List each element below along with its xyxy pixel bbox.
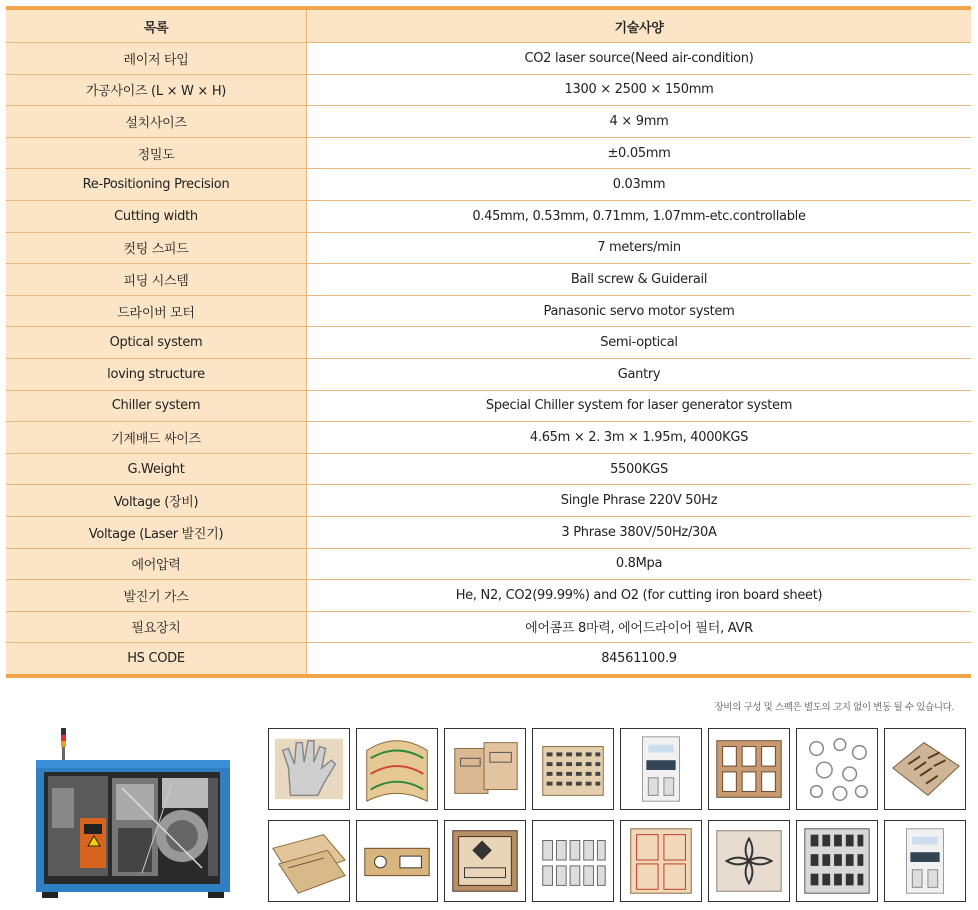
spec-label: loving structure bbox=[6, 358, 307, 390]
spec-label: 가공사이즈 (L × W × H) bbox=[6, 74, 307, 106]
spec-value: 1300 × 2500 × 150mm bbox=[307, 74, 972, 106]
table-row bbox=[6, 453, 971, 485]
multi-cavity-board bbox=[620, 820, 702, 902]
spec-label: 발진기 가스 bbox=[6, 580, 307, 612]
dense-grid-board bbox=[796, 820, 878, 902]
curved-die-board bbox=[356, 728, 438, 810]
machine-photo bbox=[22, 728, 240, 898]
spec-notice: 장비의 구성 및 스펙은 별도의 고지 없이 변동 될 수 있습니다. bbox=[714, 702, 954, 713]
spec-value: Panasonic servo motor system bbox=[307, 295, 972, 327]
table-row bbox=[6, 232, 971, 264]
spec-value: ±0.05mm bbox=[307, 137, 972, 169]
slotted-tray-board bbox=[884, 728, 966, 810]
header-spec: 기술사양 bbox=[307, 8, 972, 43]
table-row bbox=[6, 264, 971, 296]
spec-label: 드라이버 모터 bbox=[6, 295, 307, 327]
spec-value: 5500KGS bbox=[307, 453, 972, 485]
spec-label: 레이저 타입 bbox=[6, 43, 307, 75]
table-row bbox=[6, 516, 971, 548]
spec-label: Voltage (Laser 발진기) bbox=[6, 516, 307, 548]
table-row bbox=[6, 390, 971, 422]
spec-label: 설치사이즈 bbox=[6, 106, 307, 138]
spec-value: 0.45mm, 0.53mm, 0.71mm, 1.07mm-etc.controllable bbox=[307, 200, 972, 232]
table-row bbox=[6, 643, 971, 676]
hand-shape-die-board bbox=[268, 728, 350, 810]
spec-value: Gantry bbox=[307, 358, 972, 390]
spec-label: Cutting width bbox=[6, 200, 307, 232]
spec-label: 피딩 시스템 bbox=[6, 264, 307, 296]
spec-label: 에어압력 bbox=[6, 548, 307, 580]
spec-label: Optical system bbox=[6, 327, 307, 359]
table-row bbox=[6, 327, 971, 359]
flower-pattern-board bbox=[708, 820, 790, 902]
spec-label: 필요장치 bbox=[6, 611, 307, 643]
spec-value: Single Phrase 220V 50Hz bbox=[307, 485, 972, 517]
spec-label: Re-Positioning Precision bbox=[6, 169, 307, 201]
spec-value: He, N2, CO2(99.99%) and O2 (for cutting iron board sheet) bbox=[307, 580, 972, 612]
slotted-grid-board bbox=[532, 728, 614, 810]
spec-label: 기계배드 싸이즈 bbox=[6, 422, 307, 454]
small-slotted-board bbox=[356, 820, 438, 902]
table-row bbox=[6, 295, 971, 327]
spec-value: 0.8Mpa bbox=[307, 548, 972, 580]
spec-label: G.Weight bbox=[6, 453, 307, 485]
table-row bbox=[6, 200, 971, 232]
spec-value: 4.65m × 2. 3m × 1.95m, 4000KGS bbox=[307, 422, 972, 454]
spec-value: 에어콤프 8마력, 에어드라이어 필터, AVR bbox=[307, 611, 972, 643]
framed-pattern-board bbox=[444, 820, 526, 902]
box-template-board-2 bbox=[884, 820, 966, 902]
rectangular-die-board bbox=[444, 728, 526, 810]
spec-value: CO2 laser source(Need air-condition) bbox=[307, 43, 972, 75]
table-row bbox=[6, 169, 971, 201]
flat-template-board bbox=[268, 820, 350, 902]
spec-label: Voltage (장비) bbox=[6, 485, 307, 517]
table-row bbox=[6, 137, 971, 169]
box-template-board bbox=[620, 728, 702, 810]
spec-value: 3 Phrase 380V/50Hz/30A bbox=[307, 516, 972, 548]
spec-label: 정밀도 bbox=[6, 137, 307, 169]
spec-value: Special Chiller system for laser generator system bbox=[307, 390, 972, 422]
table-row bbox=[6, 358, 971, 390]
spec-label: 컷팅 스피드 bbox=[6, 232, 307, 264]
spec-value: 84561100.9 bbox=[307, 643, 972, 676]
table-row bbox=[6, 548, 971, 580]
spec-value: 7 meters/min bbox=[307, 232, 972, 264]
flower-shaped-pieces bbox=[796, 728, 878, 810]
table-row bbox=[6, 43, 971, 75]
small-parts-set bbox=[532, 820, 614, 902]
table-row bbox=[6, 422, 971, 454]
table-row bbox=[6, 611, 971, 643]
table-row bbox=[6, 106, 971, 138]
spec-table bbox=[6, 6, 971, 678]
spec-value: 0.03mm bbox=[307, 169, 972, 201]
spec-label: Chiller system bbox=[6, 390, 307, 422]
spec-value: 4 × 9mm bbox=[307, 106, 972, 138]
frame-grid-board bbox=[708, 728, 790, 810]
header-item: 목록 bbox=[6, 8, 307, 43]
spec-label: HS CODE bbox=[6, 643, 307, 676]
table-header-row bbox=[6, 8, 971, 43]
spec-value: Semi-optical bbox=[307, 327, 972, 359]
spec-value: Ball screw & Guiderail bbox=[307, 264, 972, 296]
table-row bbox=[6, 485, 971, 517]
table-row bbox=[6, 74, 971, 106]
table-row bbox=[6, 580, 971, 612]
